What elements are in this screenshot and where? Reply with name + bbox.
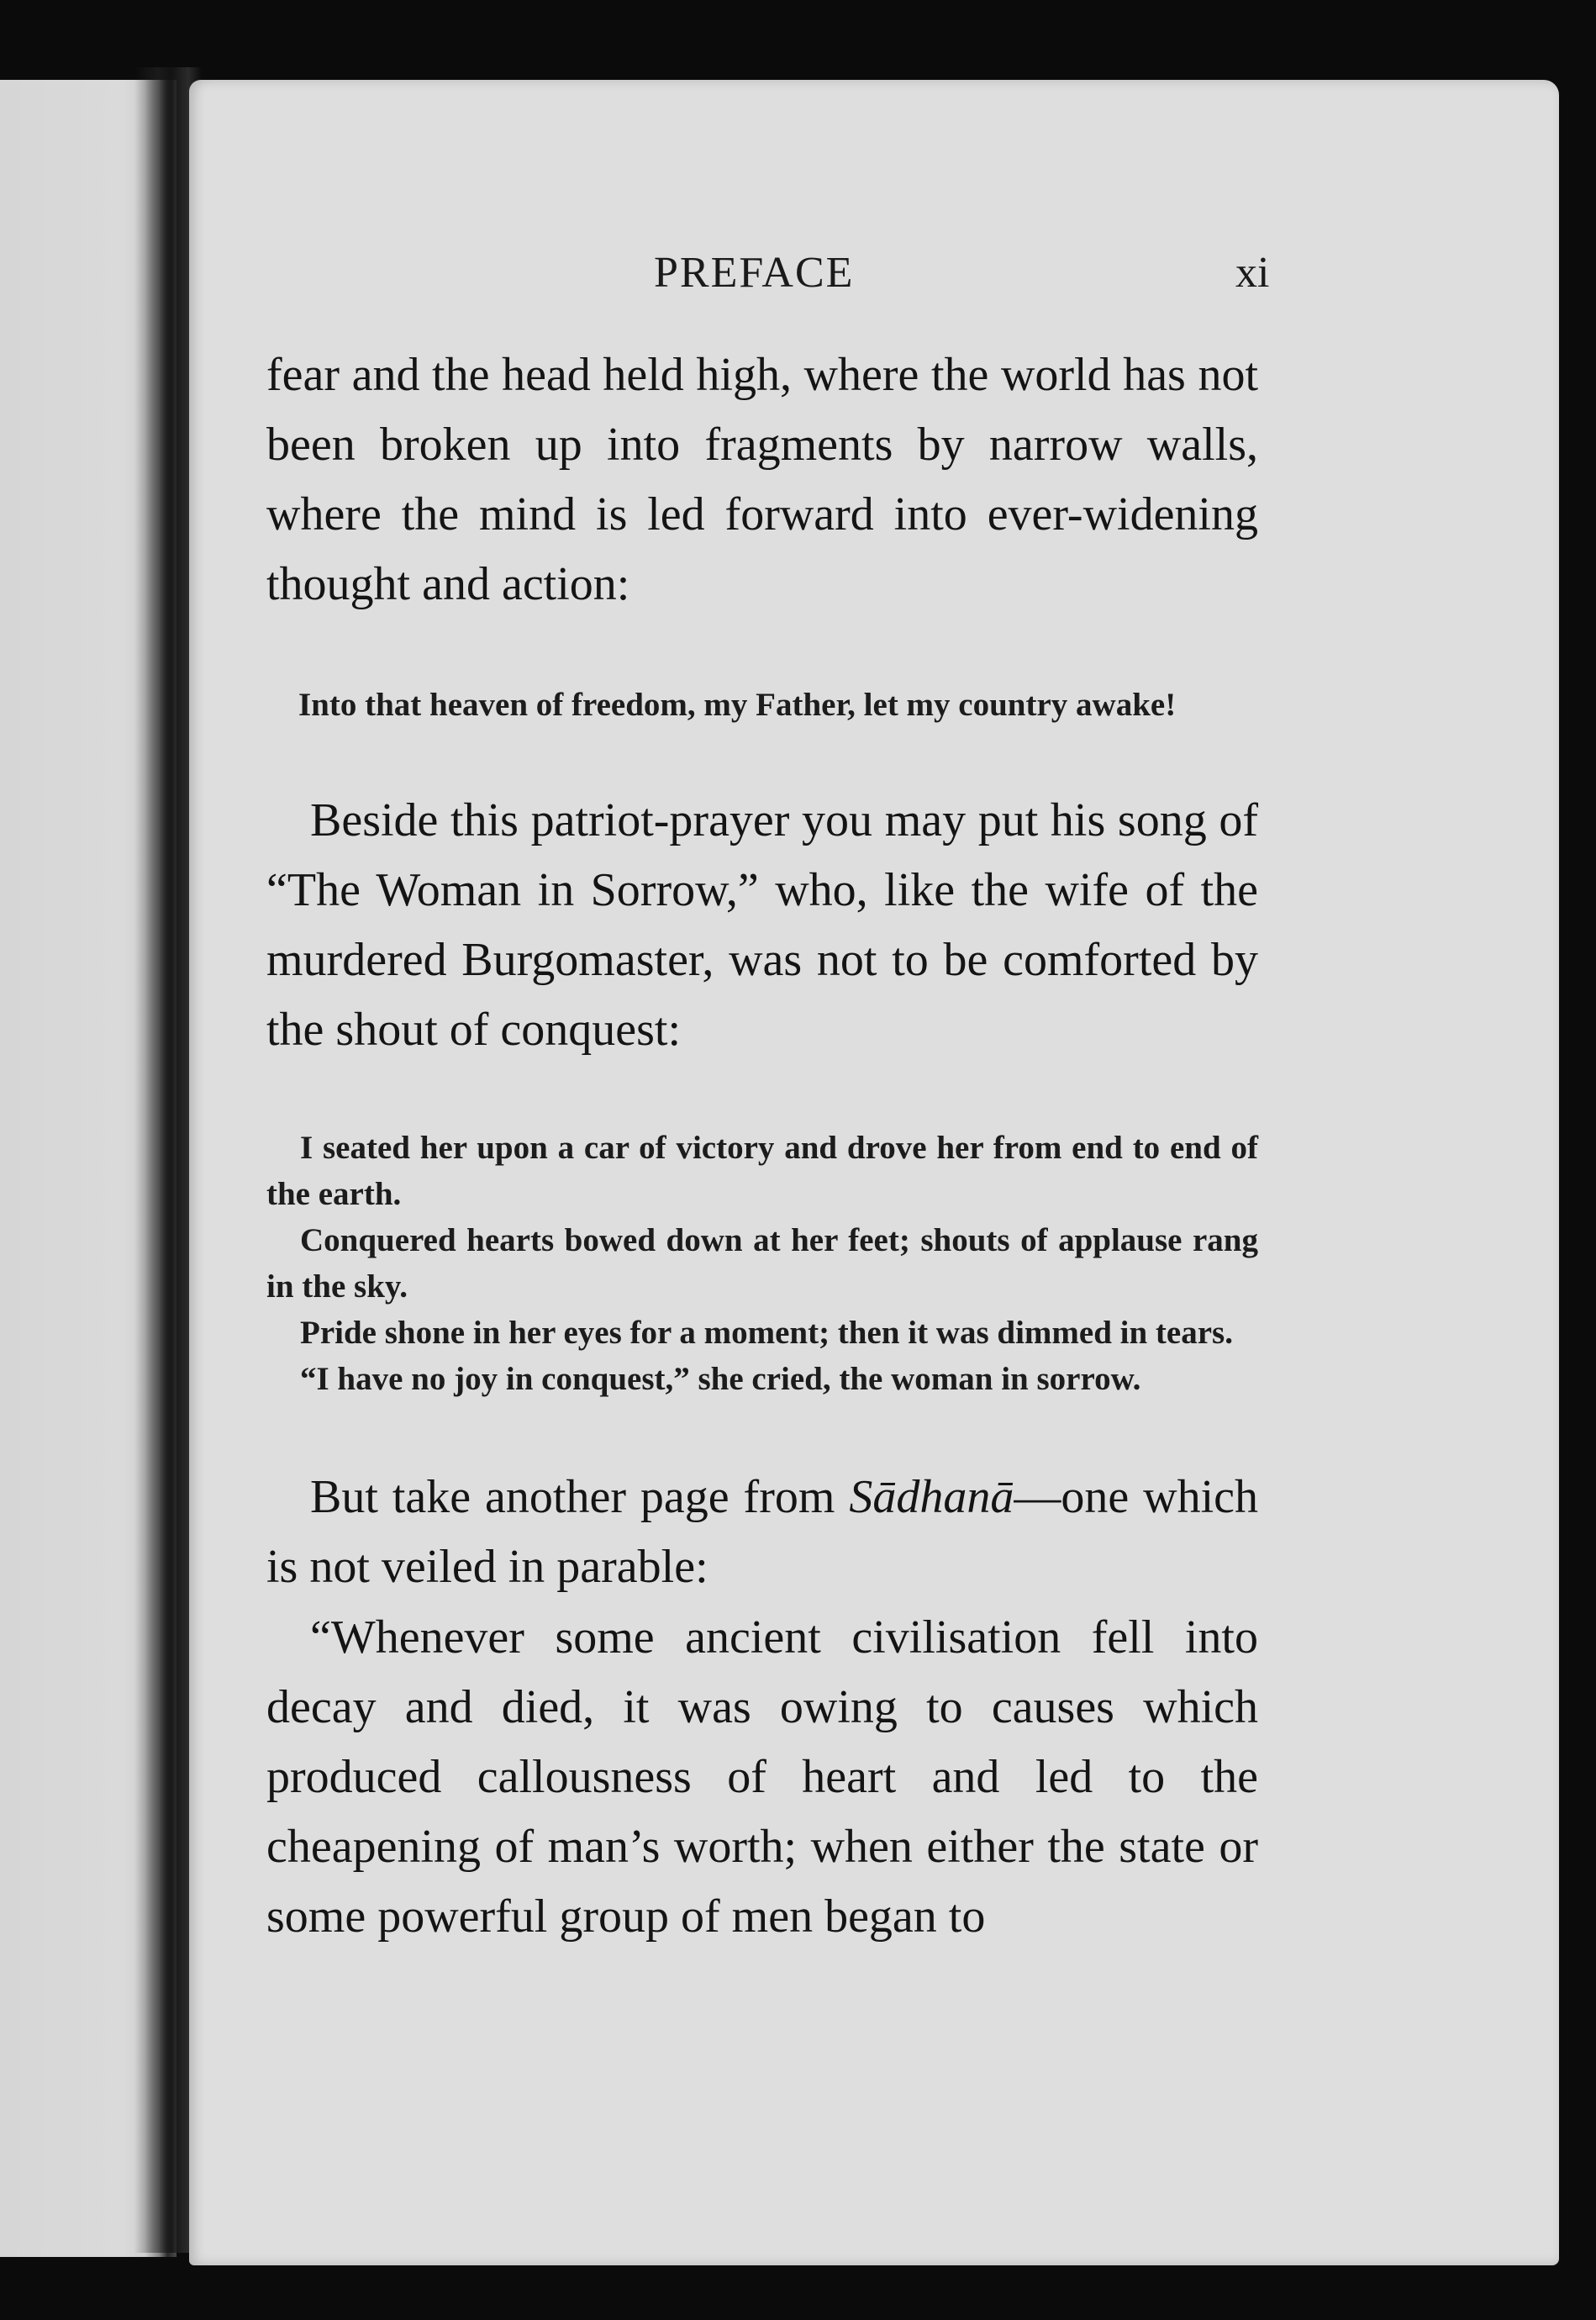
quote-2-line-3: Pride shone in her eyes for a moment; then it was dimmed in tears.	[300, 1315, 1233, 1351]
quote-2-line-1: I seated her upon a car of victory and drove her from end to end of the earth.	[266, 1130, 1258, 1212]
paragraph-3-book-title: Sādhanā	[849, 1471, 1014, 1523]
paragraph-3-text-b: —one which is not veiled in parable:	[266, 1471, 1258, 1593]
quote-2-line-2: Conquered hearts bowed down at her feet; shouts of applause rang in the sky.	[266, 1222, 1258, 1305]
quote-2	[266, 1125, 1258, 1402]
paragraph-2: Beside this patriot-prayer you may put his song of “The Woman in Sorrow,” who, like the wife of the murdered Burgomaster, was not to be comforted by the shout of conquest:	[266, 794, 1258, 1056]
paragraph-3	[266, 1463, 1258, 1602]
paragraph-3-text-a: But take another page from	[310, 1471, 850, 1523]
quote-1: Into that heaven of freedom, my Father, let my country awake!	[298, 687, 1177, 723]
running-header	[189, 248, 1559, 324]
running-title: PREFACE	[654, 249, 855, 297]
paragraph-4: “Whenever some ancient civilisation fell into decay and died, it was owing to causes which produced callousness of heart and led to the cheapening of man’s worth; when either the state or some powerful group of men began to	[266, 1611, 1258, 1943]
book-page	[189, 80, 1559, 2265]
paragraph-1: fear and the head held high, where the world has not been broken up into fragments by narrow walls, where the mind is led forward into ever-widening thought and action:	[266, 349, 1258, 610]
quote-2-line-4: “I have no joy in conquest,” she cried, the woman in sorrow.	[300, 1361, 1141, 1397]
page-number: xi	[1235, 249, 1270, 297]
